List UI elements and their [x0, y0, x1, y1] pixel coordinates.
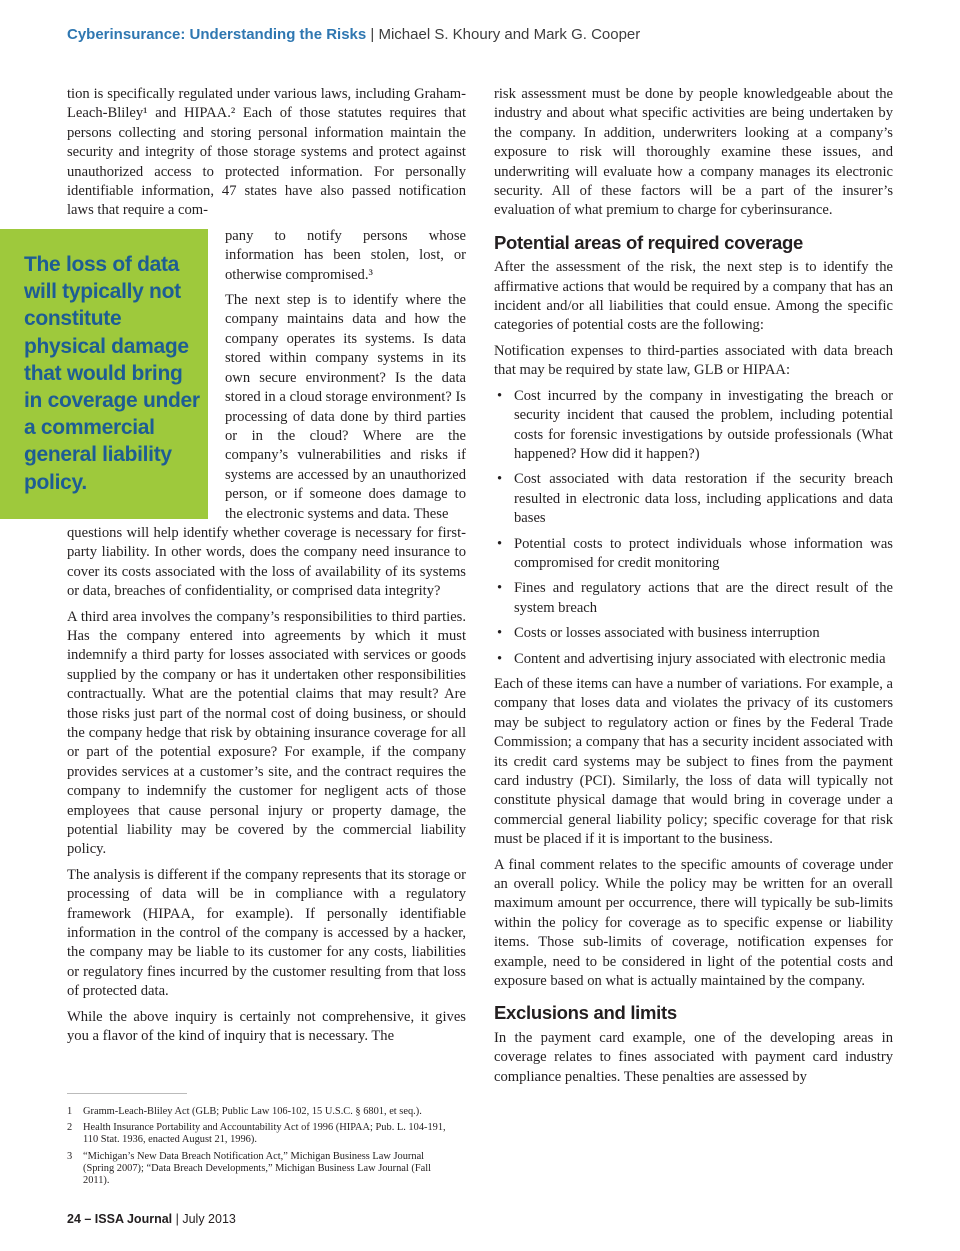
list-item: • Cost associated with data restoration if the security breach resulted in electronic data loss, including applications and data bases: [494, 470, 893, 528]
header-authors: Michael S. Khoury and Mark G. Cooper: [378, 26, 641, 43]
right-paragraph-2: After the assessment of the risk, the next step is to identify the affirmative actions that would be required by a company that has an incident and/or all liabilities that could ensue. Among the specific categories of potential costs are the following:: [494, 259, 893, 334]
left-paragraph-1: tion is specifically regulated under various laws, including Graham-Leach-Bliley¹ and HIPAA.² Each of those statutes requires that persons collecting and storing personal information maintain the security and integrity of those storage systems and protect against unauthorized access to protected information. For personally identifiable information, 47 states have also passed notification laws that require a com-: [67, 86, 466, 219]
right-paragraph-3: Notification expenses to third-parties associated with data breach that may be required by state law, GLB or HIPAA:: [494, 342, 893, 379]
footnote-number: 1: [67, 1106, 73, 1117]
footer-date: July 2013: [182, 1212, 236, 1226]
section-heading-exclusions: Exclusions and limits: [494, 1002, 677, 1024]
right-paragraph-6: In the payment card example, one of the developing areas in coverage relates to fines associated with payment card industry compliance penalties. These penalties are assessed by: [494, 1029, 893, 1085]
left-paragraph-5: While the above inquiry is certainly not comprehensive, it gives you a flavor of the kind of inquiry that is necessary. The: [67, 1008, 466, 1045]
footnote: [67, 1106, 455, 1118]
left-paragraph-2-cont: questions will help identify whether coverage is necessary for first-party liability. In other words, does the company need insurance to cover its costs associated with the loss of availability of its systems or data, breaches of confidentiality, or comprised data integrity?: [67, 524, 466, 600]
footnote: [67, 1151, 455, 1188]
section-heading-coverage: Potential areas of required coverage: [494, 231, 803, 253]
footnote-text: “Michigan’s New Data Breach Notification Act,” Michigan Business Law Journal (Spring 2007); “Data Breach Developments,” Michigan Business Law Journal (Fall 2011).: [83, 1150, 432, 1187]
page-footer: [67, 1212, 236, 1226]
footnote-number: 2: [67, 1122, 73, 1134]
list-item: • Potential costs to protect individuals whose information was compromised for credit monitoring: [494, 535, 893, 574]
right-paragraph-5: A final comment relates to the specific amounts of coverage under an overall policy. While the policy may be written for an overall maximum amount per occurrence, there will typically be sub-limits within the policy for coverage as to specific expense or liability items. Those sub-limits of coverage, notification expenses for example, need to be considered in light of the potential costs and exposure based on what is actually maintained by the company.: [494, 856, 893, 990]
left-paragraph-3: A third area involves the company’s responsibilities to third parties. Has the company entered into agreements by which it must indemnify a third party for losses associated with services or goods supplied by the company or has it undertaken other responsibilities contractually. What are the potential claims that may result? Are those risks just part of the normal cost of doing business, or should the company hedge that risk by obtaining insurance coverage for all or part of the potential exposure? For example, if the company provides services at a customer’s site, and the contract requires the company to indemnify the customer for negligent acts of those employees that cause personal injury or property damage, the potential liability may be covered by the commercial liability policy.: [67, 608, 466, 858]
footnote-text: Health Insurance Portability and Accountability Act of 1996 (HIPAA; Pub. L. 104-191, 110 Stat. 1936, enacted August 21, 1996).: [83, 1122, 446, 1146]
footnote-number: 3: [67, 1150, 73, 1162]
footer-separator: |: [172, 1212, 183, 1226]
right-column: [494, 85, 893, 1093]
left-paragraph-1-wrap: pany to notify persons whose information has been stolen, lost, or otherwise compromised.³: [225, 227, 466, 283]
footnotes: [67, 1106, 455, 1191]
footnote-divider: [67, 1093, 187, 1094]
pull-quote-text: The loss of data will typically not constitute physical damage that would bring in coverage under a commercial general liability policy.: [24, 253, 200, 494]
left-paragraph-2-wrap: The next step is to identify where the company maintains data and how the company operates its systems. Is data stored within company systems in its own secure environment? Is the data stored in a cloud storage environment? Is processing of data done by third parties or in the cloud? Where are the company’s vulnerabilities and risks if systems are accessed by an unauthorized person, or if someone does damage to the electronic systems and data. These: [225, 292, 466, 522]
list-item: • Cost incurred by the company in investigating the breach or security incident that caused the problem, including potential costs for forensic investigations by outside professionals (What happened? How did it happen?): [494, 387, 893, 465]
footnote: [67, 1122, 455, 1146]
list-item: • Fines and regulatory actions that are the direct result of the system breach: [494, 579, 893, 618]
left-column: [67, 85, 466, 1053]
header-separator: |: [366, 26, 379, 43]
footnote-text: Gramm-Leach-Bliley Act (GLB; Public Law 106-102, 15 U.S.C. § 6801, et seq.).: [83, 1106, 422, 1117]
right-paragraph-4: Each of these items can have a number of variations. For example, a company that loses data and violates the privacy of its customers may be subject to regulatory action or fines by the Federal Trade Commission; a company that has a security incident associated with its credit card systems may be subject to fines from the payment card industry (PCI). Similarly, the loss of data will typically not constitute physical damage that would bring in coverage under a commercial general liability policy; specific coverage for that risk must be placed if it is important to the business.: [494, 675, 893, 848]
header-title: Cyberinsurance: Understanding the Risks: [67, 26, 367, 43]
left-paragraph-4: The analysis is different if the company represents that its storage or processing of data will be in compliance with a regulatory framework (HIPAA, for example). If personally identifiable information in the control of the company is accessed by a hacker, the company may be liable to its customer for any costs, liabilities or regulatory fines incurred by the customer resulting from that loss of protected data.: [67, 866, 466, 1000]
list-item: • Content and advertising injury associated with electronic media: [494, 650, 893, 669]
coverage-list: [494, 387, 893, 669]
right-paragraph-1: risk assessment must be done by people knowledgeable about the industry and about what specific activities are being undertaken by the company. In addition, underwriters looking at a company’s exposure to risk will thoroughly examine these issues, and underwriting will evaluate how a company manages its electronic security. All of these factors will be a part of the insurer’s evaluation of what premium to charge for cyberinsurance.: [494, 86, 893, 219]
list-item: • Costs or losses associated with business interruption: [494, 624, 893, 643]
footer-page: 24 – ISSA Journal: [67, 1212, 173, 1226]
wrapped-text-block: [225, 227, 466, 524]
running-header: [67, 26, 640, 43]
